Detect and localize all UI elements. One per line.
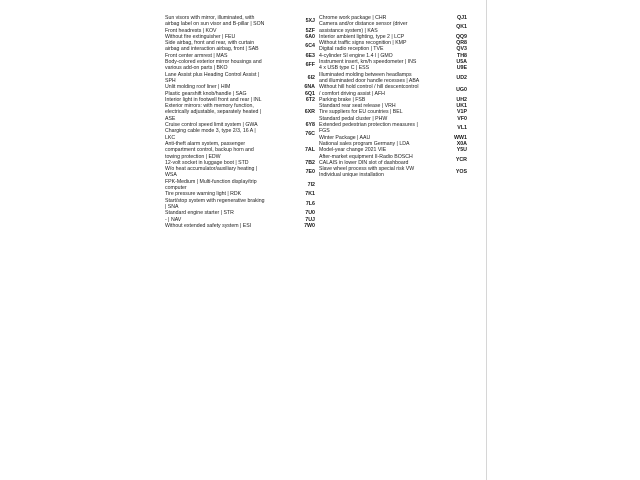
- equipment-code: QR8: [456, 40, 467, 47]
- equipment-code: TH8: [456, 52, 467, 59]
- equipment-description: Slave wheel process with special risk VW Individual unique installation: [319, 166, 415, 179]
- equipment-code: VL1: [457, 125, 467, 132]
- equipment-description: Winter Package | AAU: [319, 134, 371, 141]
- equipment-row: [319, 166, 467, 179]
- equipment-code: 7AL: [304, 147, 315, 154]
- equipment-description: Start/stop system with regenerative braking | SNA: [165, 197, 265, 210]
- equipment-description: W/o heat accumulator/auxiliary heating | WSA: [165, 166, 258, 179]
- equipment-code: 7UJ: [305, 216, 315, 223]
- equipment-code: 5ZF: [305, 27, 315, 34]
- equipment-description: Tire pressure warning light | RDK: [165, 191, 242, 198]
- equipment-code: 7K1: [305, 191, 315, 198]
- equipment-code: 6Y8: [305, 122, 315, 129]
- equipment-description: Standard pedal cluster | PHW: [319, 115, 388, 122]
- equipment-code: UH2: [456, 96, 467, 103]
- equipment-row: [319, 122, 467, 135]
- equipment-code: 6I2: [307, 74, 315, 81]
- equipment-code: VF0: [457, 115, 467, 122]
- equipment-code: 6A0: [305, 33, 315, 40]
- equipment-row: [319, 154, 467, 167]
- equipment-description: Lane Assist plus Heading Control Assist | SPH: [165, 71, 260, 84]
- equipment-description: Body-colored exterior mirror housings and various add-on parts | BKO: [165, 59, 262, 72]
- equipment-code: QQ9: [455, 33, 467, 40]
- equipment-description: Interior ambient lighting, type 2 | LCP: [319, 33, 405, 40]
- equipment-description: Without extended safety system | ESI: [165, 222, 252, 229]
- equipment-row: [165, 179, 315, 192]
- equipment-description: Front headrests | KOV: [165, 27, 217, 34]
- equipment-row: [165, 141, 315, 160]
- equipment-code: QK1: [456, 24, 467, 31]
- equipment-description: Camera and/or distance sensor (driver assistance system) | KAS: [319, 21, 408, 34]
- equipment-description: - | NAV: [165, 216, 182, 223]
- equipment-description: Without traffic signs recognition | KMP: [319, 40, 407, 47]
- equipment-description: Chrome work package | CHR: [319, 15, 387, 21]
- equipment-code: 6Q1: [304, 90, 315, 97]
- equipment-code: 7E0: [305, 169, 315, 176]
- equipment-description: Standard rear seat release | VRH: [319, 103, 396, 110]
- equipment-code: WW1: [454, 134, 467, 141]
- equipment-description: Exterior mirrors: with memory function, electrically adjustable, separately heated | ASE: [165, 103, 262, 122]
- equipment-code: 6E3: [305, 52, 315, 59]
- equipment-description: 4 x USB type C | ESS: [319, 65, 370, 72]
- equipment-code: 6NA: [304, 84, 315, 91]
- equipment-description: National sales program Germany | LDA: [319, 140, 410, 147]
- equipment-description: Without fire extinguisher | FEU: [165, 33, 236, 40]
- equipment-row: [165, 15, 315, 28]
- equipment-code: QV3: [456, 46, 467, 53]
- equipment-code: 7U0: [305, 210, 315, 217]
- equipment-description: After-market equipment II-Radio BOSCH CALAIS in lower DIN slot of dashboard: [319, 153, 413, 166]
- equipment-code: YCR: [455, 156, 467, 163]
- equipment-code: 6FF: [305, 62, 315, 69]
- equipment-row: [165, 72, 315, 85]
- equipment-code: X0A: [456, 140, 467, 147]
- equipment-description: Cruise control speed limit system | GWA: [165, 122, 258, 129]
- equipment-description: 4-cylinder SI engine 1.4 l | GMO: [319, 52, 393, 59]
- equipment-row: [319, 72, 467, 85]
- equipment-description: Anti-theft alarm system, passenger compartment control, backup horn and towing protection | EDW: [165, 140, 254, 160]
- equipment-description: Interior light in footwell front and rear | INL: [165, 96, 262, 103]
- equipment-description: Front center armrest | MAS: [165, 52, 228, 59]
- equipment-description: Sun visors with mirror, illuminated, with airbag label on sun visor and B-pillar | SON: [165, 15, 265, 28]
- equipment-description: Parking brake | FSB: [319, 96, 366, 103]
- equipment-description: Instrument insert, km/h speedometer | INS: [319, 59, 417, 66]
- equipment-description: 12-volt socket in luggage boot | STD: [165, 159, 249, 166]
- equipment-list-left: [165, 15, 315, 229]
- equipment-description: Charging cable mode 3, type 2/3, 16 A | LKC: [165, 128, 256, 141]
- equipment-description: Without hill hold control / hill descentcontrol / comfort driving assist | AFH: [319, 84, 419, 97]
- equipment-code: 6XR: [304, 109, 315, 116]
- equipment-code: 7B2: [305, 159, 315, 166]
- equipment-description: Tire suppliers for EU countries | BEL: [319, 109, 403, 116]
- equipment-code: 5XJ: [305, 18, 315, 25]
- equipment-code: Y5U: [456, 147, 467, 154]
- equipment-code: QJ1: [456, 15, 467, 21]
- equipment-row: [165, 198, 315, 211]
- equipment-description: Plastic gearshift knob/handle | SAG: [165, 90, 247, 97]
- equipment-description: Side airbag, front and rear, with curtain airbag and interaction airbag, front | SAB: [165, 40, 259, 53]
- equipment-row: [165, 166, 315, 179]
- equipment-row: [165, 59, 315, 72]
- equipment-code: UD2: [456, 74, 467, 81]
- equipment-code: 6C4: [305, 43, 315, 50]
- equipment-code: UK1: [456, 103, 467, 110]
- equipment-description: Extended pedestrian protection measures | FGS: [319, 122, 418, 135]
- equipment-code: 7I2: [307, 181, 315, 188]
- equipment-row: [165, 128, 315, 141]
- equipment-code: U5A: [456, 59, 467, 66]
- equipment-code: 7W0: [304, 222, 315, 229]
- equipment-description: Unlit molding roof liner | HIM: [165, 84, 231, 91]
- equipment-description: Model-year change 2021 VIE: [319, 147, 387, 154]
- equipment-description: Illuminated molding between headlamps and illuminated door handle recesses | ABA: [319, 71, 420, 84]
- equipment-code: YOS: [455, 169, 467, 176]
- equipment-code: 76C: [305, 131, 315, 138]
- equipment-code: U9E: [456, 65, 467, 72]
- equipment-description: Standard engine starter | STR: [165, 210, 234, 217]
- equipment-row: [319, 21, 467, 34]
- equipment-row: [165, 223, 315, 229]
- equipment-list-right: [319, 15, 467, 179]
- equipment-description: Digital radio reception | TVE: [319, 46, 384, 53]
- equipment-code: V1P: [456, 109, 467, 116]
- equipment-row: [165, 103, 315, 122]
- equipment-description: FPK-Medium | Multi-function display/trip computer: [165, 178, 257, 192]
- equipment-code: 7L6: [305, 200, 315, 207]
- equipment-row: [165, 40, 315, 53]
- equipment-code: UG0: [456, 87, 467, 94]
- equipment-code: 6T2: [305, 96, 315, 103]
- equipment-row: [319, 84, 467, 97]
